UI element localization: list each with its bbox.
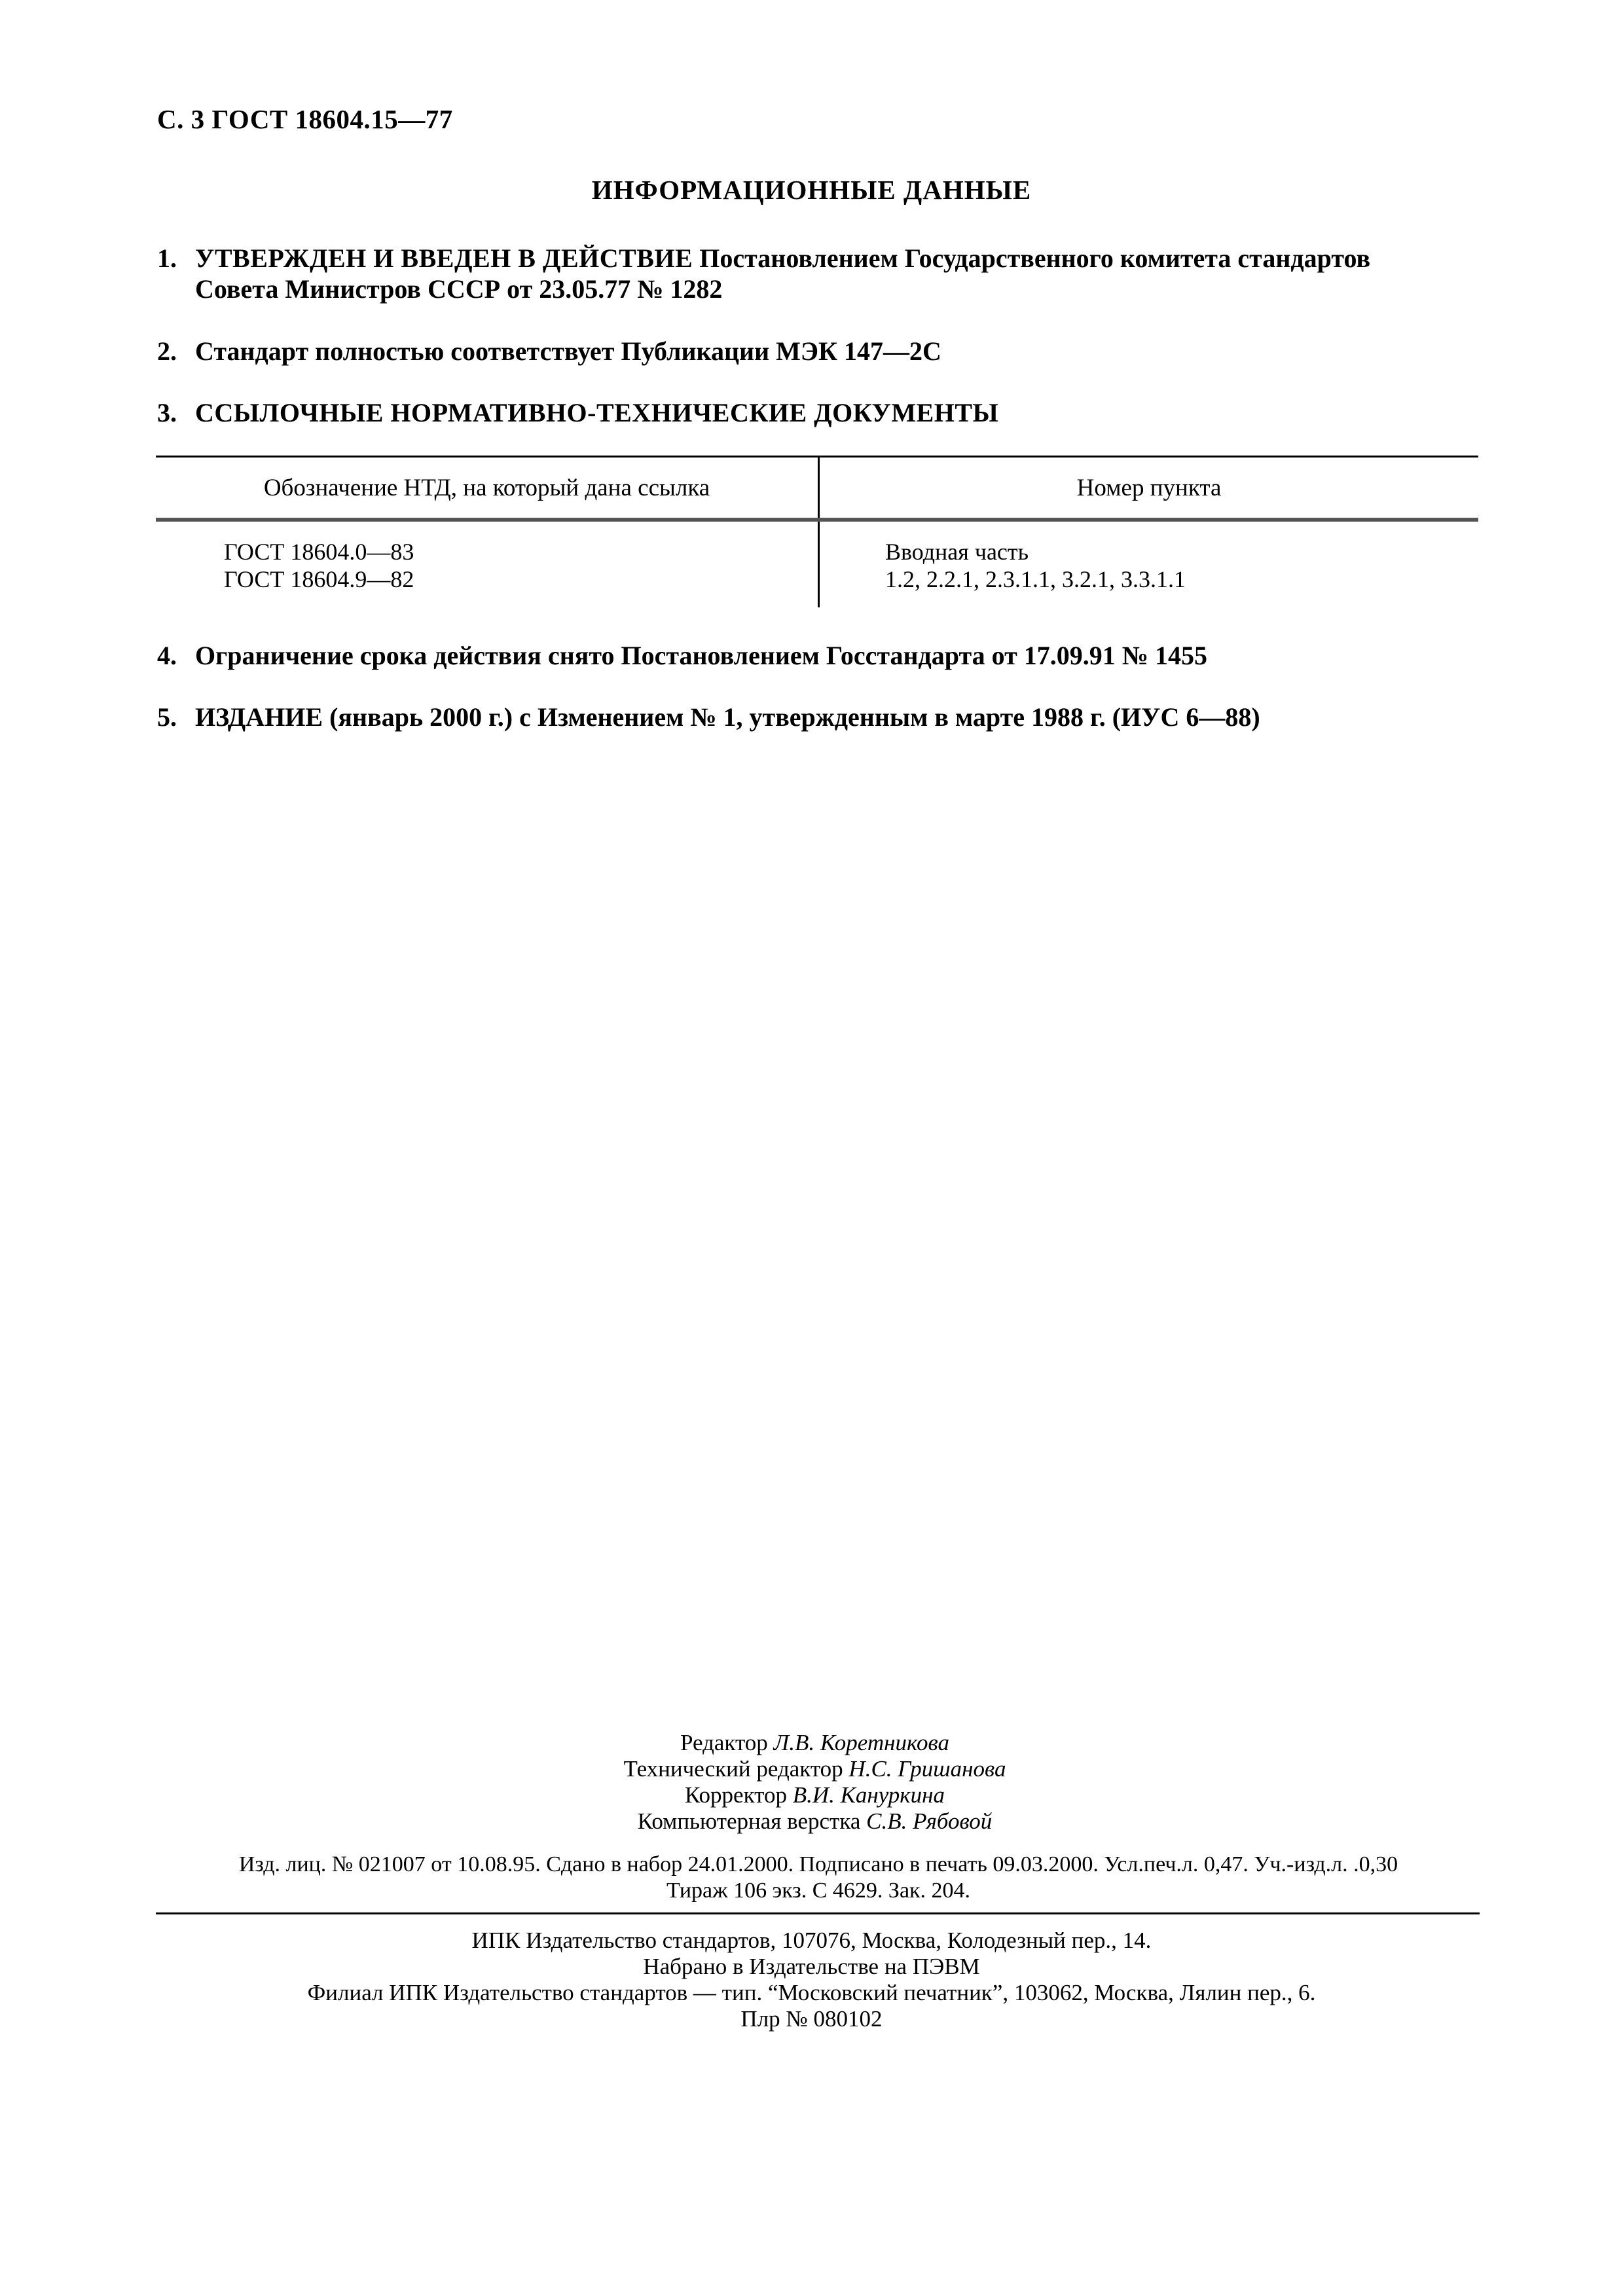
credit-line (0, 1808, 1623, 1835)
item-number: 3. (157, 398, 177, 427)
item-number: 2. (157, 336, 177, 366)
item-text: ССЫЛОЧНЫЕ НОРМАТИВНО-ТЕХНИЧЕСКИЕ ДОКУМЕНТЫ (195, 398, 999, 427)
table-column-designation (224, 538, 414, 593)
credit-name: С.В. Рябовой (866, 1808, 993, 1834)
table-header-rule (156, 518, 1478, 522)
table-header-designation: Обозначение НТД, на который дана ссылка (263, 475, 710, 501)
imprint-line: Тираж 106 экз. С 4629. Зак. 204. (666, 1878, 971, 1903)
table-cell: 1.2, 2.2.1, 2.3.1.1, 3.2.1, 3.3.1.1 (885, 566, 1186, 592)
info-item-4 (157, 640, 1486, 671)
item-continuation: Совета Министров СССР от 23.05.77 № 1282 (195, 274, 723, 304)
item-text: Ограничение срока действия снято Постановлением Госстандарта от 17.09.91 № 1455 (195, 641, 1207, 670)
credit-role: Редактор (680, 1730, 774, 1755)
credit-line (0, 1730, 1623, 1756)
item-number: 1. (157, 243, 177, 273)
item-text: ИЗДАНИЕ (январь 2000 г.) с Изменением № 1, утвержденным в марте 1988 г. (ИУС 6—88) (195, 702, 1260, 732)
item-number: 5. (157, 702, 177, 732)
publisher-line: ИПК Издательство стандартов, 107076, Москва, Колодезный пер., 14. (471, 1928, 1152, 1953)
credit-name: Л.В. Коретникова (773, 1730, 949, 1755)
publisher-line: Плр № 080102 (740, 2006, 883, 2032)
credits-block (0, 1730, 1623, 1835)
credit-name: В.И. Кануркина (792, 1782, 945, 1808)
table-cell: Вводная часть (885, 539, 1029, 565)
table-top-rule (156, 456, 1478, 457)
imprint-line: Изд. лиц. № 021007 от 10.08.95. Сдано в набор 24.01.2000. Подписано в печать 09.03.2000. Усл.печ.л. 0,47. Уч.-изд.л. .0,30 (238, 1852, 1398, 1876)
item-lead: УТВЕРЖДЕН И ВВЕДЕН В ДЕЙСТВИЕ (195, 243, 693, 273)
reference-table (156, 456, 1478, 607)
info-item-2 (157, 336, 1486, 367)
table-cell: ГОСТ 18604.0—83 (224, 539, 414, 565)
imprint-rule (156, 1912, 1480, 1914)
imprint-block (157, 1852, 1480, 1904)
credit-name: Н.С. Гришанова (848, 1756, 1006, 1782)
table-column-clause (885, 538, 1186, 593)
table-header-clause: Номер пункта (1076, 475, 1222, 501)
publisher-line: Набрано в Издательстве на ПЭВМ (643, 1954, 980, 1979)
credit-role: Компьютерная верстка (637, 1808, 867, 1834)
item-number: 4. (157, 641, 177, 670)
credit-line (0, 1756, 1623, 1782)
credit-role: Технический редактор (623, 1756, 849, 1782)
table-cell: ГОСТ 18604.9—82 (224, 566, 414, 592)
info-item-3 (157, 397, 1486, 428)
publisher-line: Филиал ИПК Издательство стандартов — тип. “Московский печатник”, 103062, Москва, Лялин пер., 6. (307, 1980, 1316, 2005)
item-text: Стандарт полностью соответствует Публикации МЭК 147—2С (195, 336, 941, 366)
credit-role: Корректор (684, 1782, 793, 1808)
info-item-1 (157, 243, 1486, 304)
item-text: Постановлением Государственного комитета стандартов (693, 243, 1371, 273)
publisher-block (0, 1928, 1623, 2032)
page-header: С. 3 ГОСТ 18604.15—77 (157, 104, 453, 134)
credit-line (0, 1782, 1623, 1808)
section-title: ИНФОРМАЦИОННЫЕ ДАННЫЕ (591, 175, 1032, 205)
info-item-5 (157, 702, 1486, 732)
